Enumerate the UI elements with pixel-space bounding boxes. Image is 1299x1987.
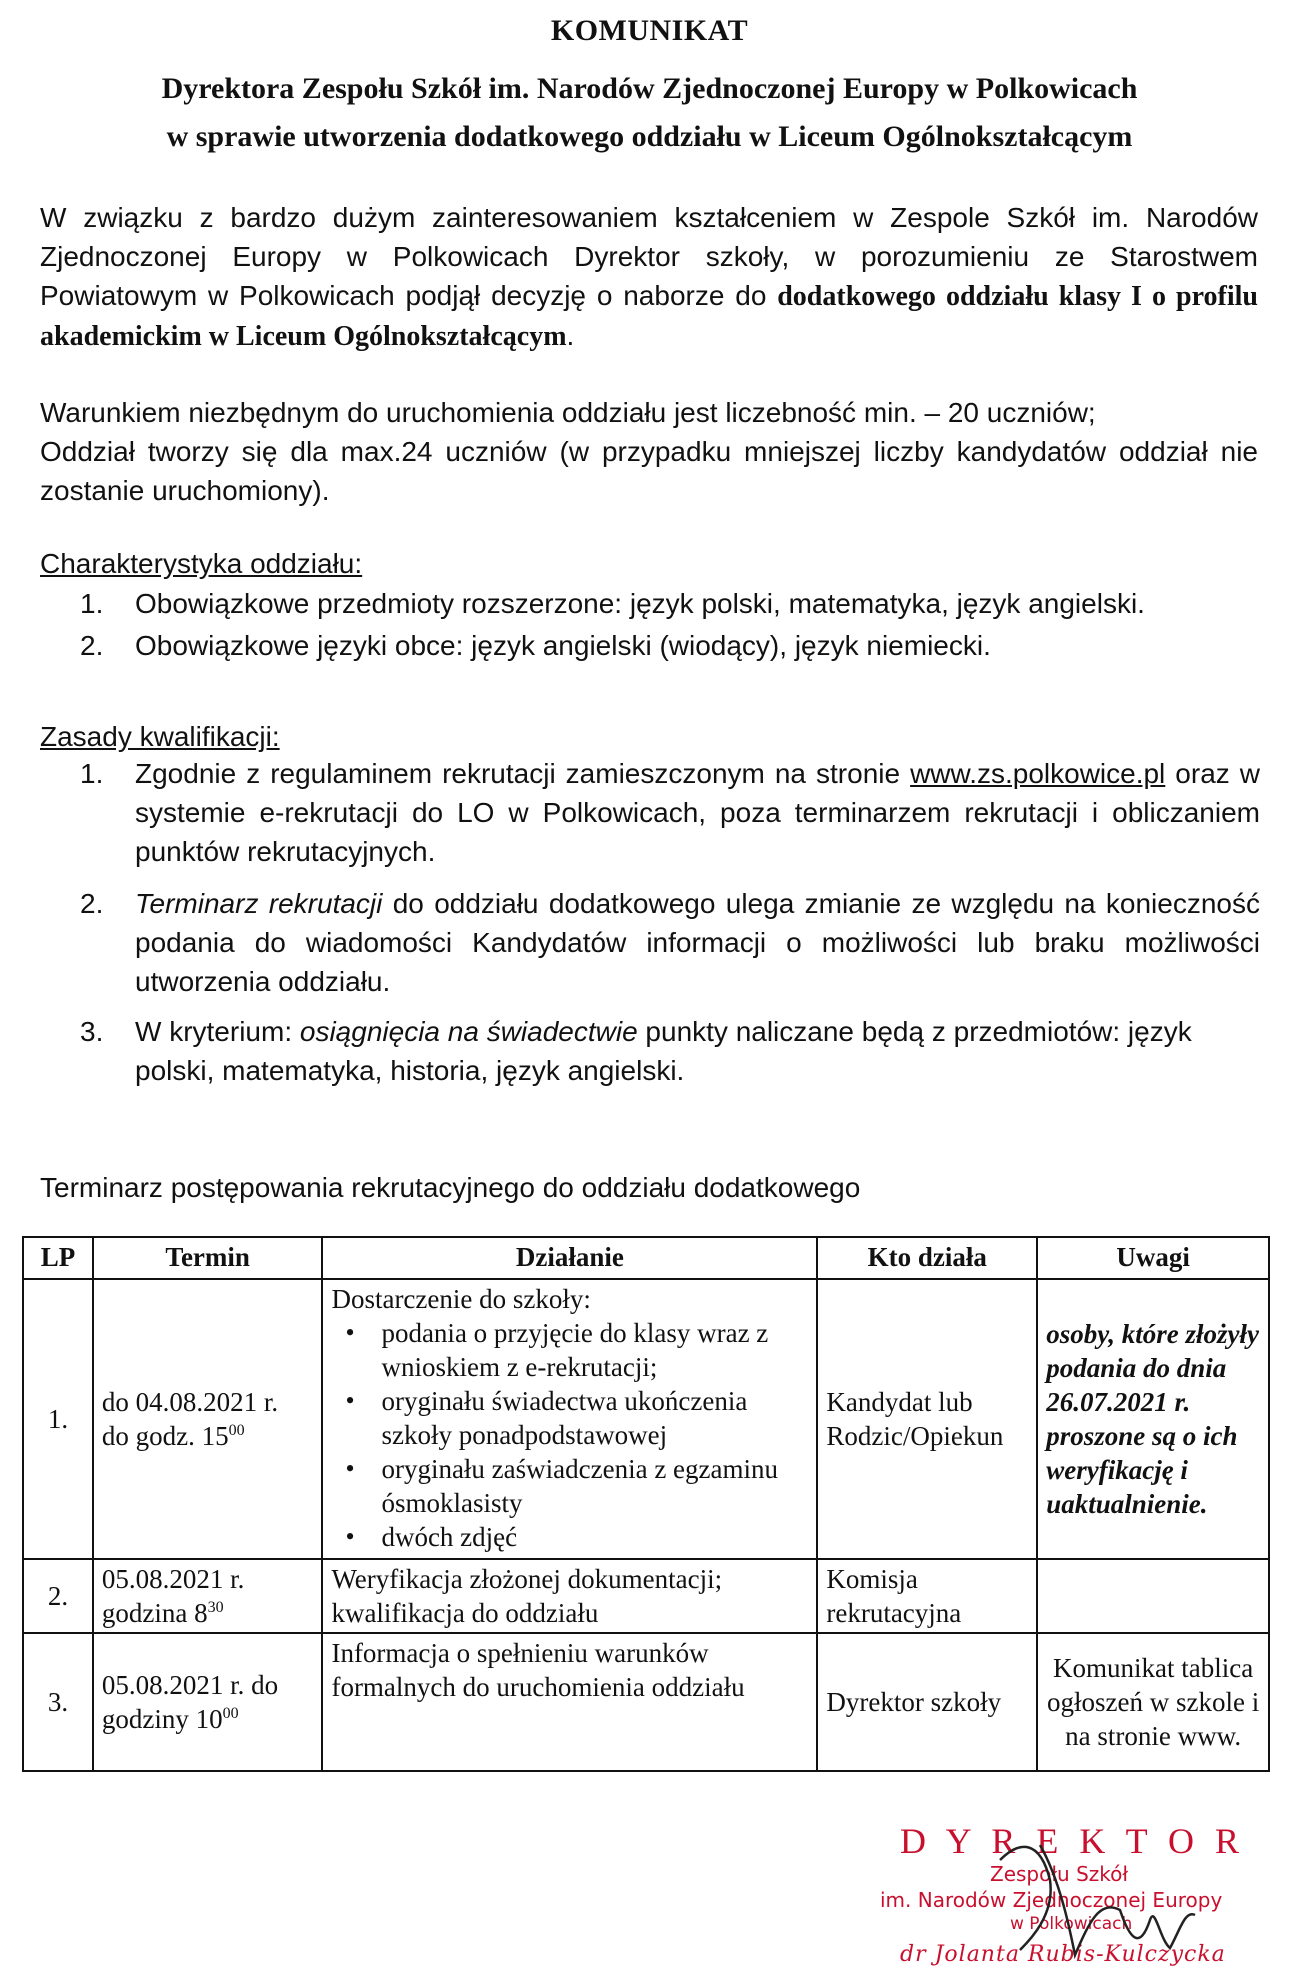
column-header-uwagi: Uwagi xyxy=(1037,1237,1269,1279)
table-row xyxy=(23,1279,1269,1559)
row-kto-dziala: Komisja rekrutacyjna xyxy=(817,1559,1037,1633)
table-header-row xyxy=(23,1237,1269,1279)
document-subtitle-line-2: w sprawie utworzenia dodatkowego oddziału w Liceum Ogólnokształcącym xyxy=(166,120,1133,153)
termin-date: do 04.08.2021 r. xyxy=(101,1387,279,1417)
row-termin xyxy=(93,1559,323,1633)
termin-time: do godz. 15 xyxy=(101,1421,229,1451)
termin-time-minutes: 00 xyxy=(228,1422,245,1439)
stamp-line-3: im. Narodów Zjednoczonej Europy xyxy=(880,1888,1223,1912)
director-stamp xyxy=(880,1820,1260,1970)
termin-time: godzina 8 xyxy=(101,1598,208,1628)
column-header-kto-dziala: Kto działa xyxy=(817,1237,1037,1279)
row-lp: 1. xyxy=(23,1279,93,1559)
conditions-line-1: Warunkiem niezbędnym do uruchomienia oddziału jest liczebność min. – 20 uczniów; xyxy=(40,397,1096,428)
intro-end: . xyxy=(566,320,575,351)
dzialanie-intro: Dostarczenie do szkoły: xyxy=(331,1284,591,1314)
rules-item-text xyxy=(135,1012,1260,1090)
rules-item-text xyxy=(135,884,1260,1001)
termin-time: godziny 10 xyxy=(101,1704,223,1734)
rules-item-number: 1. xyxy=(80,758,104,789)
school-website-link[interactable]: www.zs.polkowice.pl xyxy=(910,758,1166,789)
row-dzialanie: Informacja o spełnieniu warunków formalnych do uruchomienia oddziału xyxy=(322,1633,817,1771)
characteristics-item-text: Obowiązkowe języki obce: język angielski (wiodący), język niemiecki. xyxy=(135,630,991,661)
rules-item-text xyxy=(135,754,1260,871)
rules-item-number: 2. xyxy=(80,888,104,919)
document-title: KOMUNIKAT xyxy=(550,14,749,47)
rules-item-1-before: Zgodnie z regulaminem rekrutacji zamieszczonym na stronie xyxy=(135,758,911,789)
row-termin xyxy=(93,1633,323,1771)
row-uwagi: osoby, które złożyły podania do dnia 26.07.2021 r. proszone są o ich weryfikację i uaktualnienie. xyxy=(1037,1279,1269,1559)
schedule-heading: Terminarz postępowania rekrutacyjnego do oddziału dodatkowego xyxy=(40,1172,861,1203)
list-item: • oryginału zaświadczenia z egzaminu ósmoklasisty xyxy=(381,1452,808,1520)
document-subtitle-line-1: Dyrektora Zespołu Szkół im. Narodów Zjednoczonej Europy w Polkowicach xyxy=(161,72,1138,105)
column-header-dzialanie: Działanie xyxy=(322,1237,817,1279)
row-kto-dziala: Dyrektor szkoły xyxy=(817,1633,1037,1771)
termin-date: 05.08.2021 r. xyxy=(101,1564,245,1594)
table-row xyxy=(23,1559,1269,1633)
table-row xyxy=(23,1633,1269,1771)
conditions-line-2: Oddział tworzy się dla max.24 uczniów (w przypadku mniejszej liczby kandydatów oddział nie zostanie uruchomiony). xyxy=(40,436,1258,506)
rules-item-3-italic: osiągnięcia na świadectwie xyxy=(299,1016,638,1047)
rules-item-3-after: punkty naliczane będą z przedmiotów: język polski, matematyka, historia, język angielski. xyxy=(135,1016,1192,1086)
termin-time-minutes: 30 xyxy=(207,1599,224,1616)
signature-icon xyxy=(980,1820,1220,1970)
rules-heading: Zasady kwalifikacji: xyxy=(40,721,280,752)
intro-bold-text: dodatkowego oddziału klasy I o profilu akademickim w Liceum Ogólnokształcącym xyxy=(40,281,1258,352)
intro-paragraph xyxy=(40,198,1258,356)
stamp-title: D Y R E K T O R xyxy=(900,1821,1246,1861)
row-kto-dziala: Kandydat lub Rodzic/Opiekun xyxy=(817,1279,1037,1559)
termin-time-minutes: 00 xyxy=(222,1705,239,1722)
row-dzialanie xyxy=(322,1279,817,1559)
stamp-signature-name: dr Jolanta Rubis-Kulczycka xyxy=(900,1942,1226,1967)
stamp-line-2: Zespołu Szkół xyxy=(990,1862,1129,1886)
dzialanie-list xyxy=(331,1316,808,1554)
intro-text: W związku z bardzo dużym zainteresowaniem kształceniem w Zespole Szkół im. Narodów Zjednoczonej Europy w Polkowicach Dyrektor szkoły, w porozumieniu ze Starostwem Powiatowym w Polkowicach podjął decyzję o naborze do xyxy=(40,202,1258,311)
characteristics-heading: Charakterystyka oddziału: xyxy=(40,548,363,579)
rules-item-3-before: W kryterium: xyxy=(135,1016,300,1047)
list-item: • oryginału świadectwa ukończenia szkoły ponadpodstawowej xyxy=(381,1384,808,1452)
row-uwagi: Komunikat tablica ogłoszeń w szkole i na stronie www. xyxy=(1037,1633,1269,1771)
list-item: • podania o przyjęcie do klasy wraz z wnioskiem z e-rekrutacji; xyxy=(381,1316,808,1384)
termin-date: 05.08.2021 r. do xyxy=(101,1670,279,1700)
characteristics-item-number: 1. xyxy=(80,588,104,619)
rules-item-2-after: do oddziału dodatkowego ulega zmianie ze względu na konieczność podania do wiadomości Kandydatów informacji o możliwości lub braku możliwości utworzenia oddziału. xyxy=(135,888,1260,997)
characteristics-item-number: 2. xyxy=(80,630,104,661)
row-dzialanie: Weryfikacja złożonej dokumentacji; kwalifikacja do oddziału xyxy=(322,1559,817,1633)
characteristics-item-text: Obowiązkowe przedmioty rozszerzone: język polski, matematyka, język angielski. xyxy=(135,588,1145,619)
column-header-lp: LP xyxy=(23,1237,93,1279)
column-header-termin: Termin xyxy=(93,1237,323,1279)
list-item: • dwóch zdjęć xyxy=(381,1520,808,1554)
stamp-line-4: w Polkowicach xyxy=(1010,1914,1133,1934)
schedule-table xyxy=(22,1236,1270,1772)
row-termin xyxy=(93,1279,323,1559)
rules-item-2-italic: Terminarz rekrutacji xyxy=(135,888,383,919)
row-lp: 3. xyxy=(23,1633,93,1771)
rules-item-number: 3. xyxy=(80,1016,104,1047)
row-uwagi xyxy=(1037,1559,1269,1633)
row-lp: 2. xyxy=(23,1559,93,1633)
rules-item-1-after: oraz w systemie e-rekrutacji do LO w Polkowicach, poza terminarzem rekrutacji i obliczaniem punktów rekrutacyjnych. xyxy=(135,758,1261,867)
